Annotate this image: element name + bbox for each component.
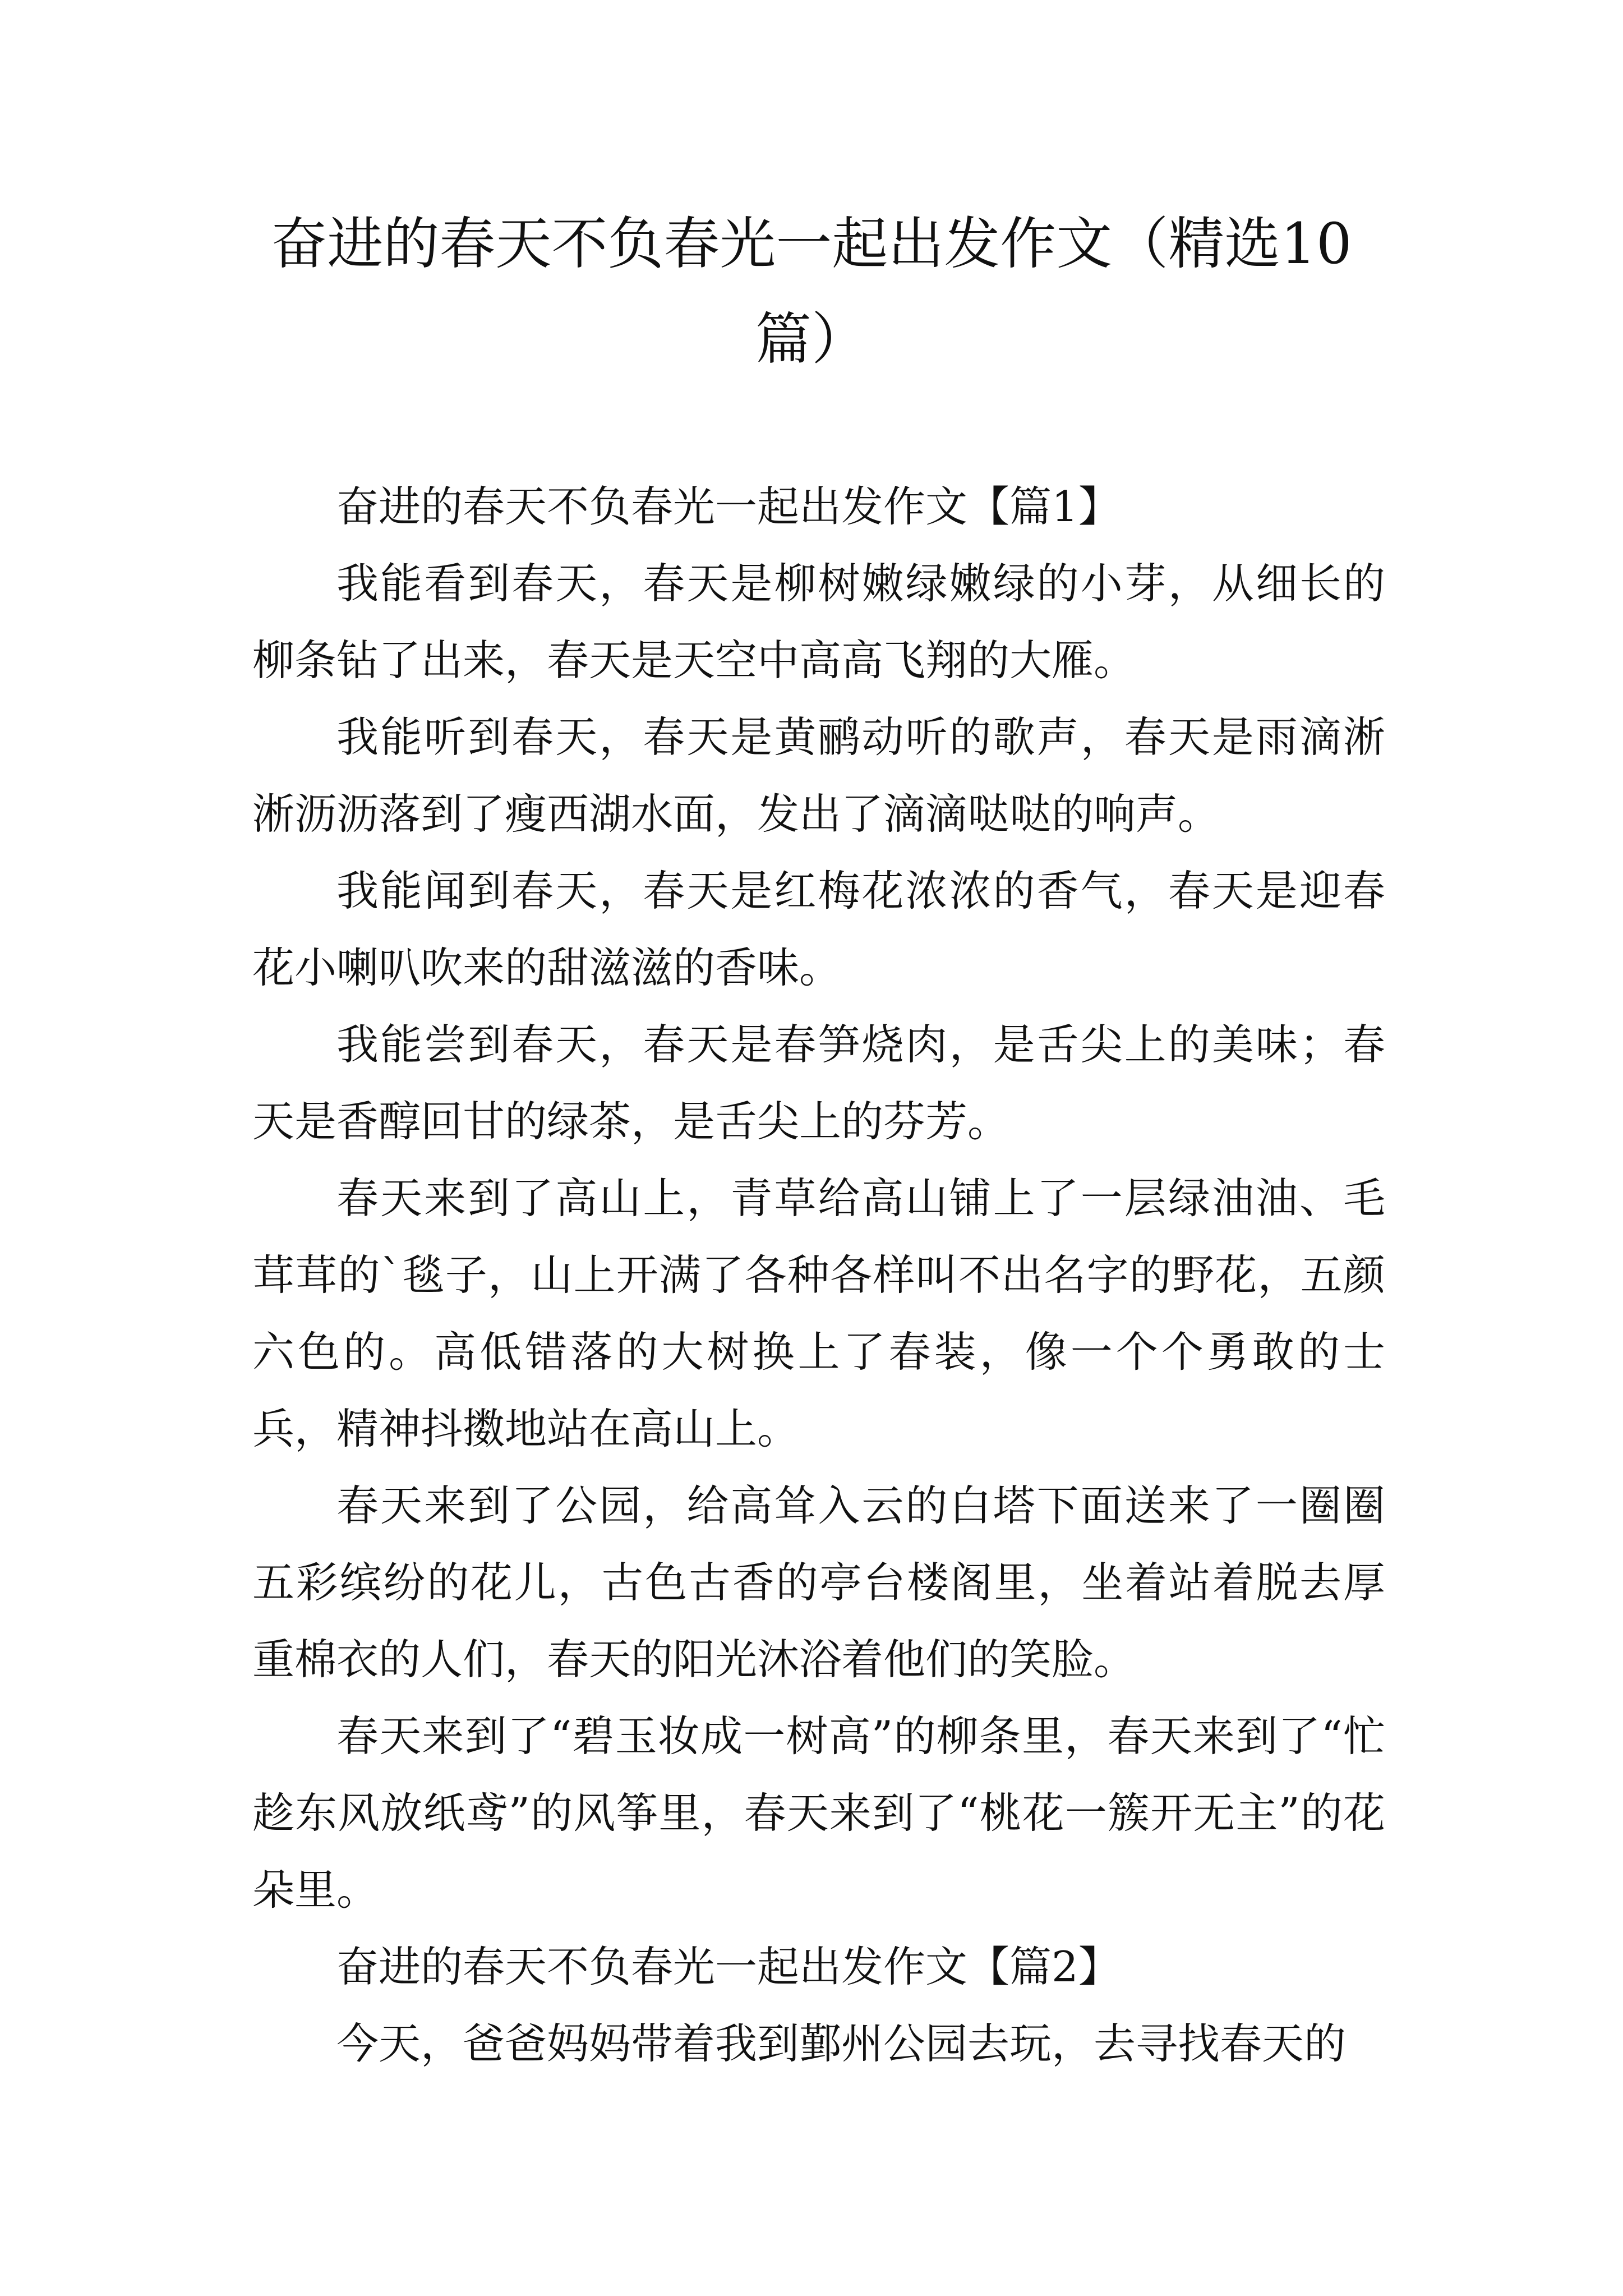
document-body (252, 468, 1385, 2082)
paragraph: 春天来到了高山上，青草给高山铺上了一层绿油油、毛茸茸的`毯子，山上开满了各种各样叫不出名字的野花，五颜六色的。高低错落的大树换上了春装，像一个个勇敢的士兵，精神抖擞地站在高山上。 (252, 1174, 1385, 1453)
paragraph: 今天，爸爸妈妈带着我到鄞州公园去玩，去寻找春天的 (336, 2019, 1347, 2068)
document-title: 奋进的春天不负春光一起出发作文（精选10篇） (271, 211, 1352, 372)
section-heading-1: 奋进的春天不负春光一起出发作文【篇1】 (336, 482, 1121, 531)
paragraph: 我能闻到春天，春天是红梅花浓浓的香气，春天是迎春花小喇叭吹来的甜滋滋的香味。 (252, 866, 1385, 992)
paragraph: 我能听到春天，春天是黄鹂动听的歌声，春天是雨滴淅淅沥沥落到了瘦西湖水面，发出了滴滴哒哒的响声。 (252, 712, 1385, 839)
section-heading-2: 奋进的春天不负春光一起出发作文【篇2】 (336, 1942, 1121, 1991)
paragraph: 我能尝到春天，春天是春笋烧肉，是舌尖上的美味；春天是香醇回甘的绿茶，是舌尖上的芬芳。 (252, 1020, 1385, 1146)
paragraph: 春天来到了公园，给高耸入云的白塔下面送来了一圈圈五彩缤纷的花儿，古色古香的亭台楼阁里，坐着站着脱去厚重棉衣的人们，春天的阳光沐浴着他们的笑脸。 (252, 1481, 1385, 1684)
paragraph: 春天来到了“碧玉妆成一树高”的柳条里，春天来到了“忙趁东风放纸鸢”的风筝里，春天来到了“桃花一簇开无主”的花朵里。 (252, 1711, 1385, 1915)
paragraph: 我能看到春天，春天是柳树嫩绿嫩绿的小芽，从细长的柳条钻了出来，春天是天空中高高飞翔的大雁。 (252, 559, 1385, 685)
